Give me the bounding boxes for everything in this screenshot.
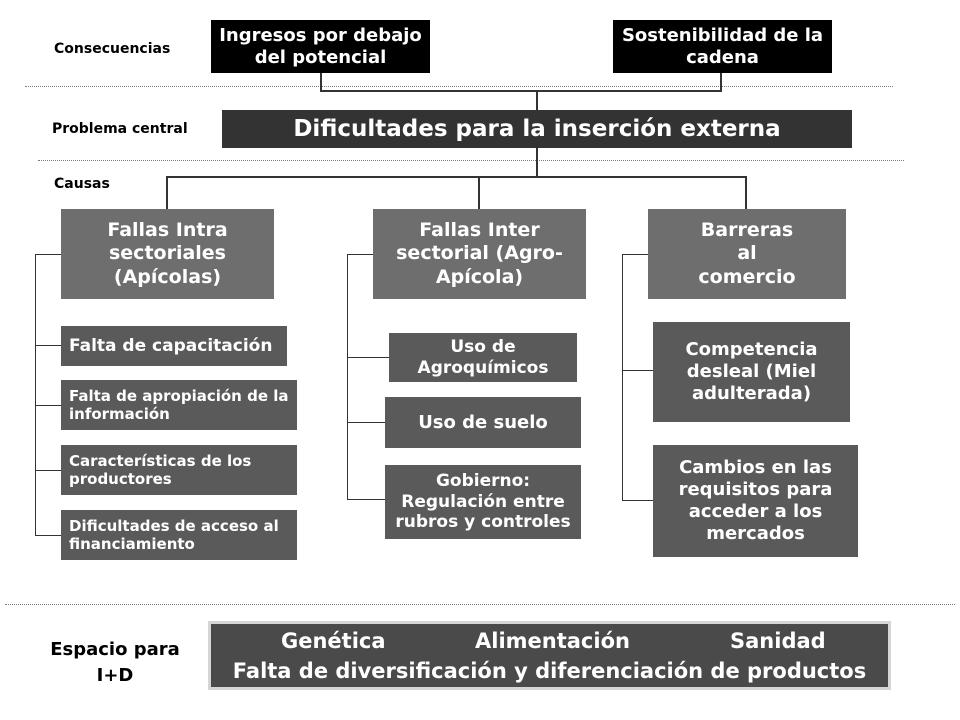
cause-barreras-comercio: Barreras al comercio bbox=[648, 209, 846, 299]
cause-intra-sectoriales: Fallas Intra sectoriales (Apícolas) bbox=[61, 209, 274, 299]
connector bbox=[745, 177, 747, 209]
tree-line bbox=[35, 254, 61, 255]
id-space-box bbox=[208, 621, 891, 690]
consequence-sostenibilidad: Sostenibilidad de la cadena bbox=[613, 20, 832, 73]
connector bbox=[320, 73, 322, 91]
connector bbox=[320, 90, 722, 92]
id-topic-genetica: Genética bbox=[281, 629, 386, 653]
id-bottom-line: Falta de diversificación y diferenciación de productos bbox=[232, 659, 867, 683]
cause-inter-sectorial: Fallas Inter sectorial (Agro-Apícola) bbox=[373, 209, 586, 299]
tree-line bbox=[35, 345, 61, 346]
connector bbox=[536, 148, 538, 177]
tree-line bbox=[35, 405, 61, 406]
tree-line bbox=[347, 254, 373, 255]
tree-line bbox=[35, 470, 61, 471]
intra-item-financiamiento: Dificultades de acceso al financiamiento bbox=[61, 510, 297, 560]
connector bbox=[166, 176, 747, 178]
tree-line bbox=[347, 422, 385, 423]
separator-middle bbox=[38, 160, 904, 161]
separator-top bbox=[25, 86, 893, 87]
tree-line bbox=[35, 535, 61, 536]
tree-line bbox=[622, 370, 653, 371]
barrera-item-competencia: Competencia desleal (Miel adulterada) bbox=[653, 322, 850, 422]
tree-line bbox=[35, 254, 36, 536]
connector bbox=[166, 177, 168, 209]
connector bbox=[720, 73, 722, 91]
tree-line bbox=[622, 254, 623, 501]
tree-line bbox=[347, 254, 348, 500]
connector bbox=[478, 177, 480, 209]
label-consecuencias: Consecuencias bbox=[54, 41, 171, 57]
label-espacio-id: Espacio para I+D bbox=[50, 639, 180, 687]
tree-line bbox=[622, 500, 653, 501]
tree-line bbox=[347, 499, 385, 500]
id-topic-sanidad: Sanidad bbox=[730, 629, 826, 653]
intra-item-capacitacion: Falta de capacitación bbox=[61, 326, 287, 366]
label-causas: Causas bbox=[54, 176, 110, 192]
tree-line bbox=[622, 254, 648, 255]
id-topic-alimentacion: Alimentación bbox=[475, 629, 630, 653]
inter-item-agroquimicos: Uso de Agroquímicos bbox=[389, 333, 577, 382]
tree-line bbox=[347, 357, 389, 358]
consequence-ingresos: Ingresos por debajo del potencial bbox=[211, 20, 430, 73]
label-problema-central: Problema central bbox=[52, 121, 188, 137]
inter-item-uso-suelo: Uso de suelo bbox=[385, 397, 581, 448]
barrera-item-cambios: Cambios en las requisitos para acceder a los mercados bbox=[653, 445, 858, 557]
intra-item-apropiacion: Falta de apropiación de la información bbox=[61, 380, 297, 430]
connector bbox=[536, 91, 538, 110]
central-problem: Dificultades para la inserción externa bbox=[222, 110, 852, 148]
inter-item-gobierno: Gobierno: Regulación entre rubros y controles bbox=[385, 465, 581, 539]
intra-item-caracteristicas: Características de los productores bbox=[61, 445, 297, 495]
separator-bottom bbox=[5, 604, 955, 605]
